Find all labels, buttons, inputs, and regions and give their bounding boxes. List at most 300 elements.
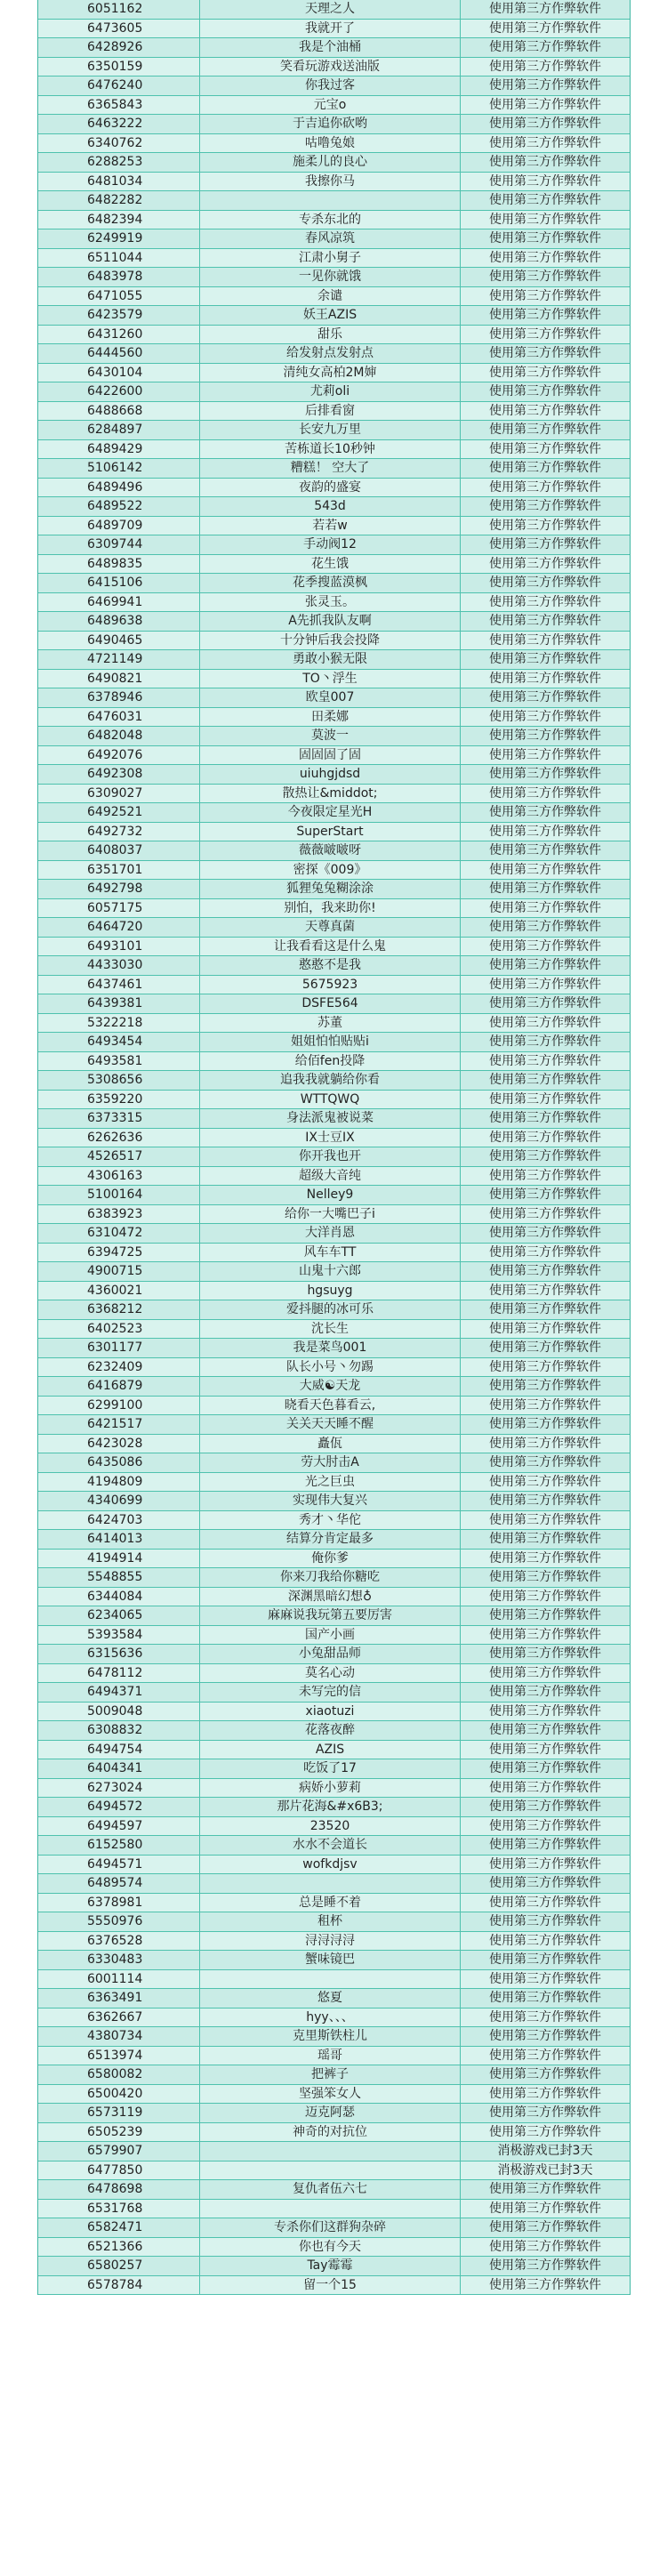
player-name-cell: 后排看窗 bbox=[199, 402, 461, 421]
table-row bbox=[38, 153, 630, 173]
player-name-cell: 妖王AZIS bbox=[199, 306, 461, 325]
player-name-cell: 你也有今天 bbox=[199, 2238, 461, 2257]
table-row bbox=[38, 861, 630, 881]
player-name-cell bbox=[199, 2161, 461, 2180]
table-row bbox=[38, 1071, 630, 1091]
player-name-cell: Nelley9 bbox=[199, 1186, 461, 1204]
player-name-cell: 十分钟后我会投降 bbox=[199, 632, 461, 650]
table-row bbox=[38, 1147, 630, 1167]
table-row bbox=[38, 191, 630, 211]
ban-reason-cell: 使用第三方作弊软件 bbox=[489, 1818, 601, 1833]
table-row bbox=[38, 2047, 630, 2066]
player-id-cell: 6340762 bbox=[87, 135, 143, 150]
player-name-cell: 花生饿 bbox=[199, 555, 461, 574]
table-row bbox=[38, 670, 630, 689]
ban-reason-cell: 使用第三方作弊软件 bbox=[489, 709, 601, 724]
table-row bbox=[38, 2085, 630, 2105]
player-name-cell: 晓看天色暮看云, bbox=[199, 1397, 461, 1415]
player-name-cell: 爱抖腿的冰可乐 bbox=[199, 1300, 461, 1319]
table-row bbox=[38, 2257, 630, 2276]
table-row bbox=[38, 1874, 630, 1894]
table-row bbox=[38, 1033, 630, 1052]
player-name-cell: IX士豆IX bbox=[199, 1129, 461, 1147]
player-id-cell: 6422600 bbox=[87, 384, 143, 398]
player-id-cell: 6464720 bbox=[87, 920, 143, 934]
player-name-cell: 大威☯天龙 bbox=[199, 1377, 461, 1396]
ban-reason-cell: 使用第三方作弊软件 bbox=[489, 1206, 601, 1221]
player-id-cell: 4360021 bbox=[87, 1283, 143, 1298]
player-name-cell: 春风凉筑 bbox=[199, 229, 461, 248]
table-row bbox=[38, 956, 630, 976]
ban-reason-cell: 使用第三方作弊软件 bbox=[489, 1952, 601, 1967]
player-name-cell bbox=[199, 1970, 461, 1989]
player-id-cell: 5322218 bbox=[87, 1015, 143, 1030]
table-row bbox=[38, 96, 630, 116]
table-row bbox=[38, 211, 630, 230]
table-row bbox=[38, 306, 630, 326]
table-row bbox=[38, 2218, 630, 2238]
player-id-cell: 6494371 bbox=[87, 1685, 143, 1699]
player-id-cell: 6471055 bbox=[87, 288, 143, 303]
ban-reason-cell: 使用第三方作弊软件 bbox=[489, 1321, 601, 1336]
player-id-cell: 6310472 bbox=[87, 1226, 143, 1240]
ban-reason-cell: 使用第三方作弊软件 bbox=[489, 1742, 601, 1757]
ban-reason-cell: 使用第三方作弊软件 bbox=[489, 977, 601, 992]
player-id-cell: 5550976 bbox=[87, 1914, 143, 1928]
player-id-cell: 6489522 bbox=[87, 499, 143, 513]
ban-reason-cell: 使用第三方作弊软件 bbox=[489, 193, 601, 207]
player-name-cell: 夜韵的盛宴 bbox=[199, 479, 461, 497]
table-row bbox=[38, 20, 630, 39]
player-name-cell: 莫波一 bbox=[199, 727, 461, 745]
table-row bbox=[38, 1932, 630, 1952]
player-name-cell: 小兔甜品师 bbox=[199, 1645, 461, 1663]
ban-reason-cell: 使用第三方作弊软件 bbox=[489, 250, 601, 265]
table-row bbox=[38, 1606, 630, 1626]
player-id-cell: 6424703 bbox=[87, 1512, 143, 1527]
player-id-cell: 6330483 bbox=[87, 1952, 143, 1967]
player-id-cell: 6482394 bbox=[87, 212, 143, 227]
ban-reason-cell: 使用第三方作弊软件 bbox=[489, 2277, 601, 2292]
table-row bbox=[38, 650, 630, 670]
player-name-cell: 糟糕！ 空大了 bbox=[199, 459, 461, 478]
player-name-cell: 俺你爹 bbox=[199, 1550, 461, 1568]
ban-reason-cell: 使用第三方作弊软件 bbox=[489, 1168, 601, 1183]
table-row bbox=[38, 115, 630, 134]
ban-reason-cell: 使用第三方作弊软件 bbox=[489, 747, 601, 762]
table-row bbox=[38, 402, 630, 422]
table-row bbox=[38, 268, 630, 287]
player-id-cell: 6481034 bbox=[87, 173, 143, 189]
player-name-cell: 今夜限定星光H bbox=[199, 803, 461, 822]
ban-reason-cell: 使用第三方作弊软件 bbox=[489, 1226, 601, 1240]
ban-reason-cell: 使用第三方作弊软件 bbox=[489, 1761, 601, 1775]
table-row bbox=[38, 2142, 630, 2161]
player-id-cell: 6273024 bbox=[87, 1780, 143, 1795]
player-name-cell: hgsuyg bbox=[199, 1282, 461, 1300]
player-name-cell: 散热让&middot; bbox=[199, 785, 461, 803]
table-row bbox=[38, 1856, 630, 1875]
player-name-cell: 田柔娜 bbox=[199, 708, 461, 727]
player-name-cell: 元宝o bbox=[199, 96, 461, 115]
player-name-cell: 花落夜醉 bbox=[199, 1721, 461, 1740]
ban-reason-cell: 使用第三方作弊软件 bbox=[489, 173, 601, 189]
player-name-cell: 清纯女高柏2M婶 bbox=[199, 364, 461, 382]
ban-reason-cell: 使用第三方作弊软件 bbox=[489, 1991, 601, 2005]
player-id-cell: 6494572 bbox=[87, 1799, 143, 1814]
ban-reason-cell: 使用第三方作弊软件 bbox=[489, 671, 601, 686]
player-name-cell: 那片花海&#x6B3; bbox=[199, 1798, 461, 1816]
table-row bbox=[38, 1894, 630, 1913]
player-id-cell: 6262636 bbox=[87, 1130, 143, 1145]
player-name-cell: 租杯 bbox=[199, 1912, 461, 1931]
table-row bbox=[38, 1186, 630, 1205]
ban-reason-cell: 使用第三方作弊软件 bbox=[489, 1302, 601, 1316]
table-row bbox=[38, 1320, 630, 1340]
player-name-cell: 麻麻说我玩第五要厉害 bbox=[199, 1606, 461, 1625]
player-id-cell: 6477850 bbox=[87, 2162, 143, 2178]
player-id-cell: 6439381 bbox=[87, 996, 143, 1010]
player-name-cell: 坚强笨女人 bbox=[199, 2085, 461, 2104]
player-name-cell: 你来刀我给你糖吃 bbox=[199, 1568, 461, 1587]
table-row bbox=[38, 1683, 630, 1703]
player-id-cell: 5393584 bbox=[87, 1627, 143, 1642]
player-id-cell: 6500420 bbox=[87, 2086, 143, 2101]
player-id-cell: 6444560 bbox=[87, 346, 143, 360]
player-name-cell: 沈长生 bbox=[199, 1320, 461, 1339]
player-name-cell: 苏董 bbox=[199, 1014, 461, 1033]
table-row bbox=[38, 1377, 630, 1397]
player-id-cell: 6301177 bbox=[87, 1340, 143, 1355]
table-row bbox=[38, 1721, 630, 1741]
player-id-cell: 6414013 bbox=[87, 1532, 143, 1546]
ban-reason-cell: 使用第三方作弊软件 bbox=[489, 690, 601, 704]
table-row bbox=[38, 1167, 630, 1187]
ban-reason-cell: 使用第三方作弊软件 bbox=[489, 2124, 601, 2139]
ban-reason-cell: 使用第三方作弊软件 bbox=[489, 423, 601, 437]
table-row bbox=[38, 632, 630, 651]
table-row bbox=[38, 1262, 630, 1282]
table-row bbox=[38, 918, 630, 938]
player-name-cell: 秀才丶华佗 bbox=[199, 1511, 461, 1530]
player-id-cell: 4194914 bbox=[87, 1550, 143, 1566]
player-name-cell: 我擦你马 bbox=[199, 173, 461, 191]
ban-reason-cell: 使用第三方作弊软件 bbox=[489, 729, 601, 743]
table-row bbox=[38, 1129, 630, 1148]
table-row bbox=[38, 479, 630, 498]
player-id-cell: 6430104 bbox=[87, 365, 143, 380]
player-name-cell: 总是睡不着 bbox=[199, 1894, 461, 1912]
table-row bbox=[38, 364, 630, 383]
ban-reason-cell: 使用第三方作弊软件 bbox=[489, 1111, 601, 1125]
player-name-cell: wofkdjsv bbox=[199, 1856, 461, 1874]
player-id-cell: 6493454 bbox=[87, 1034, 143, 1049]
player-name-cell: 给你一大嘴巴子i bbox=[199, 1205, 461, 1224]
player-id-cell: 6478112 bbox=[87, 1665, 143, 1680]
ban-reason-cell: 使用第三方作弊软件 bbox=[489, 900, 601, 915]
table-row bbox=[38, 535, 630, 555]
ban-reason-cell: 使用第三方作弊软件 bbox=[489, 632, 601, 648]
player-name-cell: 莫名心动 bbox=[199, 1664, 461, 1683]
player-name-cell: uiuhgjdsd bbox=[199, 765, 461, 784]
player-name-cell: 专杀东北的 bbox=[199, 211, 461, 229]
player-id-cell: 6232409 bbox=[87, 1359, 143, 1374]
player-name-cell: 我是菜鸟001 bbox=[199, 1339, 461, 1357]
table-row bbox=[38, 2238, 630, 2258]
player-name-cell: 密探《009》 bbox=[199, 861, 461, 880]
player-id-cell: 6580082 bbox=[87, 2067, 143, 2081]
player-id-cell: 6478698 bbox=[87, 2182, 143, 2196]
player-id-cell: 6531768 bbox=[87, 2201, 143, 2216]
table-row bbox=[38, 688, 630, 708]
player-name-cell: AZIS bbox=[199, 1741, 461, 1759]
player-id-cell: 6505239 bbox=[87, 2124, 143, 2139]
ban-reason-cell: 使用第三方作弊软件 bbox=[489, 1187, 601, 1202]
table-row bbox=[38, 1703, 630, 1722]
player-name-cell: 队长小号丶勿踢 bbox=[199, 1358, 461, 1377]
table-row bbox=[38, 1091, 630, 1110]
table-row bbox=[38, 803, 630, 823]
player-name-cell: 勇敢小猴无限 bbox=[199, 650, 461, 669]
player-name-cell: 薇薇啵啵呀 bbox=[199, 841, 461, 860]
player-id-cell: 6368212 bbox=[87, 1302, 143, 1316]
player-id-cell: 6383923 bbox=[87, 1206, 143, 1221]
table-row bbox=[38, 1282, 630, 1301]
player-id-cell: 6489496 bbox=[87, 479, 143, 495]
player-name-cell: 江肃小舅子 bbox=[199, 249, 461, 268]
table-row bbox=[38, 555, 630, 575]
ban-reason-cell: 使用第三方作弊软件 bbox=[489, 308, 601, 322]
table-row bbox=[38, 1109, 630, 1129]
table-row bbox=[38, 1473, 630, 1493]
ban-reason-cell: 使用第三方作弊软件 bbox=[489, 785, 601, 801]
player-name-cell: 我是个油桶 bbox=[199, 38, 461, 57]
player-id-cell: 6490465 bbox=[87, 632, 143, 648]
player-id-cell: 6249919 bbox=[87, 231, 143, 246]
player-name-cell: Tay霉霉 bbox=[199, 2257, 461, 2275]
player-id-cell: 6580257 bbox=[87, 2258, 143, 2273]
ban-reason-cell: 使用第三方作弊软件 bbox=[489, 441, 601, 456]
ban-reason-cell: 使用第三方作弊软件 bbox=[489, 212, 601, 227]
table-row bbox=[38, 2180, 630, 2200]
player-id-cell: 6315636 bbox=[87, 1646, 143, 1661]
ban-reason-cell: 使用第三方作弊软件 bbox=[489, 1550, 601, 1566]
player-id-cell: 6351701 bbox=[87, 862, 143, 877]
player-id-cell: 6482048 bbox=[87, 729, 143, 743]
table-row bbox=[38, 708, 630, 728]
player-id-cell: 6435086 bbox=[87, 1455, 143, 1469]
player-id-cell: 4526517 bbox=[87, 1149, 143, 1163]
player-id-cell: 6490821 bbox=[87, 671, 143, 686]
player-id-cell: 6578784 bbox=[87, 2277, 143, 2292]
table-row bbox=[38, 1205, 630, 1225]
player-id-cell: 6431260 bbox=[87, 326, 143, 342]
table-row bbox=[38, 727, 630, 746]
player-id-cell: 6408037 bbox=[87, 843, 143, 857]
player-id-cell: 4380734 bbox=[87, 2029, 143, 2043]
table-row bbox=[38, 1300, 630, 1320]
table-row bbox=[38, 823, 630, 842]
player-id-cell: 6492521 bbox=[87, 805, 143, 819]
player-name-cell: 深渊黑暗幻想♁ bbox=[199, 1588, 461, 1606]
player-name-cell: 山鬼十六郎 bbox=[199, 1262, 461, 1281]
player-id-cell: 6492308 bbox=[87, 767, 143, 781]
ban-reason-cell: 使用第三方作弊软件 bbox=[489, 1493, 601, 1508]
player-name-cell: DSFE564 bbox=[199, 994, 461, 1013]
ban-reason-cell: 使用第三方作弊软件 bbox=[489, 1244, 601, 1260]
player-name-cell: 超级大音纯 bbox=[199, 1167, 461, 1186]
table-row bbox=[38, 880, 630, 899]
ban-reason-cell: 使用第三方作弊软件 bbox=[489, 231, 601, 246]
ban-reason-cell: 使用第三方作弊软件 bbox=[489, 537, 601, 551]
player-name-cell: 复仇者伍六七 bbox=[199, 2180, 461, 2199]
table-row bbox=[38, 2008, 630, 2028]
player-name-cell: 克里斯铁柱儿 bbox=[199, 2027, 461, 2046]
ban-reason-cell: 使用第三方作弊软件 bbox=[489, 1034, 601, 1049]
ban-reason-cell: 使用第三方作弊软件 bbox=[489, 1914, 601, 1928]
player-id-cell: 6309027 bbox=[87, 785, 143, 801]
player-name-cell: 笑看玩游戏送油版 bbox=[199, 58, 461, 76]
ban-reason-cell: 使用第三方作弊软件 bbox=[489, 1417, 601, 1431]
table-row bbox=[38, 1397, 630, 1416]
player-name-cell: 病娇小萝莉 bbox=[199, 1779, 461, 1798]
player-name-cell: 别怕，我来助你! bbox=[199, 899, 461, 918]
ban-reason-cell: 使用第三方作弊软件 bbox=[489, 594, 601, 609]
ban-reason-cell: 使用第三方作弊软件 bbox=[489, 1340, 601, 1355]
player-id-cell: 6437461 bbox=[87, 977, 143, 992]
table-row bbox=[38, 134, 630, 154]
player-id-cell: 6416879 bbox=[87, 1379, 143, 1393]
ban-reason-cell: 使用第三方作弊软件 bbox=[489, 461, 601, 475]
table-row bbox=[38, 1759, 630, 1779]
table-row bbox=[38, 382, 630, 402]
ban-reason-cell: 使用第三方作弊软件 bbox=[489, 326, 601, 342]
player-id-cell: 4340699 bbox=[87, 1493, 143, 1508]
ban-reason-cell: 使用第三方作弊软件 bbox=[489, 805, 601, 819]
ban-reason-cell: 使用第三方作弊软件 bbox=[489, 862, 601, 877]
player-id-cell: 6492076 bbox=[87, 747, 143, 762]
ban-reason-cell: 使用第三方作弊软件 bbox=[489, 365, 601, 380]
ban-reason-cell: 使用第三方作弊软件 bbox=[489, 2182, 601, 2196]
player-id-cell: 6489574 bbox=[87, 1876, 143, 1890]
ban-reason-cell: 使用第三方作弊软件 bbox=[489, 2086, 601, 2101]
ban-reason-cell: 使用第三方作弊软件 bbox=[489, 576, 601, 590]
player-id-cell: 6359220 bbox=[87, 1091, 143, 1107]
player-name-cell: 给发射点发射点 bbox=[199, 344, 461, 363]
table-row bbox=[38, 1358, 630, 1378]
player-id-cell: 6573119 bbox=[87, 2105, 143, 2120]
table-row bbox=[38, 1435, 630, 1454]
player-id-cell: 6489835 bbox=[87, 556, 143, 571]
ban-reason-cell: 使用第三方作弊软件 bbox=[489, 1780, 601, 1795]
player-name-cell bbox=[199, 2142, 461, 2161]
table-row bbox=[38, 2065, 630, 2085]
player-id-cell: 6001114 bbox=[87, 1971, 143, 1986]
table-row bbox=[38, 1989, 630, 2008]
player-name-cell: 尤莉oli bbox=[199, 382, 461, 401]
player-name-cell: 国产小画 bbox=[199, 1626, 461, 1645]
player-id-cell: 6415106 bbox=[87, 576, 143, 590]
ban-reason-cell: 使用第三方作弊软件 bbox=[489, 2201, 601, 2216]
ban-reason-cell: 使用第三方作弊软件 bbox=[489, 1053, 601, 1068]
table-row bbox=[38, 574, 630, 593]
player-id-cell: 6402523 bbox=[87, 1321, 143, 1336]
player-name-cell: 你开我也开 bbox=[199, 1147, 461, 1166]
table-row bbox=[38, 229, 630, 249]
table-row bbox=[38, 994, 630, 1014]
player-id-cell: 6483978 bbox=[87, 270, 143, 284]
table-row bbox=[38, 287, 630, 307]
player-id-cell: 4194809 bbox=[87, 1474, 143, 1489]
ban-reason-cell: 使用第三方作弊软件 bbox=[489, 78, 601, 93]
player-id-cell: 4900715 bbox=[87, 1264, 143, 1278]
ban-reason-cell: 使用第三方作弊软件 bbox=[489, 1685, 601, 1699]
player-name-cell: WTTQWQ bbox=[199, 1091, 461, 1109]
player-id-cell: 6492732 bbox=[87, 824, 143, 839]
ban-reason-cell: 使用第三方作弊软件 bbox=[489, 1091, 601, 1107]
player-id-cell: 4306163 bbox=[87, 1168, 143, 1183]
table-row bbox=[38, 2161, 630, 2181]
player-name-cell: 23520 bbox=[199, 1817, 461, 1836]
player-name-cell: 光之巨虫 bbox=[199, 1473, 461, 1492]
ban-reason-cell: 使用第三方作弊软件 bbox=[489, 556, 601, 571]
table-row bbox=[38, 1798, 630, 1817]
player-id-cell: 4433030 bbox=[87, 958, 143, 972]
ban-reason-cell: 使用第三方作弊软件 bbox=[489, 958, 601, 972]
player-id-cell: 6057175 bbox=[87, 900, 143, 915]
player-name-cell: 咕噜兔娘 bbox=[199, 134, 461, 153]
player-id-cell: 5548855 bbox=[87, 1570, 143, 1584]
player-id-cell: 6299100 bbox=[87, 1397, 143, 1413]
table-row bbox=[38, 2027, 630, 2047]
player-id-cell: 5009048 bbox=[87, 1703, 143, 1719]
player-name-cell: 留一个15 bbox=[199, 2276, 461, 2295]
player-name-cell: SuperStart bbox=[199, 823, 461, 841]
player-id-cell: 6463222 bbox=[87, 117, 143, 131]
player-name-cell: 狐狸兔兔糊涂涂 bbox=[199, 880, 461, 898]
table-row bbox=[38, 938, 630, 957]
table-row bbox=[38, 1970, 630, 1990]
player-id-cell: 6378981 bbox=[87, 1895, 143, 1910]
player-name-cell: 张灵玉。 bbox=[199, 593, 461, 612]
table-row bbox=[38, 765, 630, 785]
ban-reason-cell: 使用第三方作弊软件 bbox=[489, 117, 601, 131]
player-name-cell: 长安九万里 bbox=[199, 421, 461, 439]
ban-reason-cell: 使用第三方作弊软件 bbox=[489, 1646, 601, 1661]
player-name-cell: 花季搜蓝漠枫 bbox=[199, 574, 461, 592]
table-row bbox=[38, 1453, 630, 1473]
table-row bbox=[38, 2200, 630, 2219]
player-id-cell: 6476240 bbox=[87, 78, 143, 93]
player-name-cell: hyy、、、 bbox=[199, 2008, 461, 2027]
player-name-cell: xiaotuzi bbox=[199, 1703, 461, 1721]
player-id-cell: 6234065 bbox=[87, 1608, 143, 1622]
player-id-cell: 6308832 bbox=[87, 1723, 143, 1737]
player-name-cell: 矗佤 bbox=[199, 1435, 461, 1453]
player-id-cell: 6494571 bbox=[87, 1856, 143, 1872]
ban-reason-cell: 使用第三方作弊软件 bbox=[489, 2105, 601, 2120]
player-name-cell: 劳大肘击A bbox=[199, 1453, 461, 1472]
ban-reason-cell: 使用第三方作弊软件 bbox=[489, 97, 601, 112]
ban-reason-cell: 使用第三方作弊软件 bbox=[489, 2009, 601, 2025]
player-name-cell: 若若w bbox=[199, 517, 461, 535]
ban-reason-cell: 使用第三方作弊软件 bbox=[489, 1665, 601, 1680]
ban-reason-cell: 使用第三方作弊软件 bbox=[489, 1264, 601, 1278]
table-row bbox=[38, 1779, 630, 1799]
ban-reason-cell: 使用第三方作弊软件 bbox=[489, 1933, 601, 1948]
ban-reason-cell: 使用第三方作弊软件 bbox=[489, 1876, 601, 1890]
player-id-cell: 5106142 bbox=[87, 461, 143, 475]
